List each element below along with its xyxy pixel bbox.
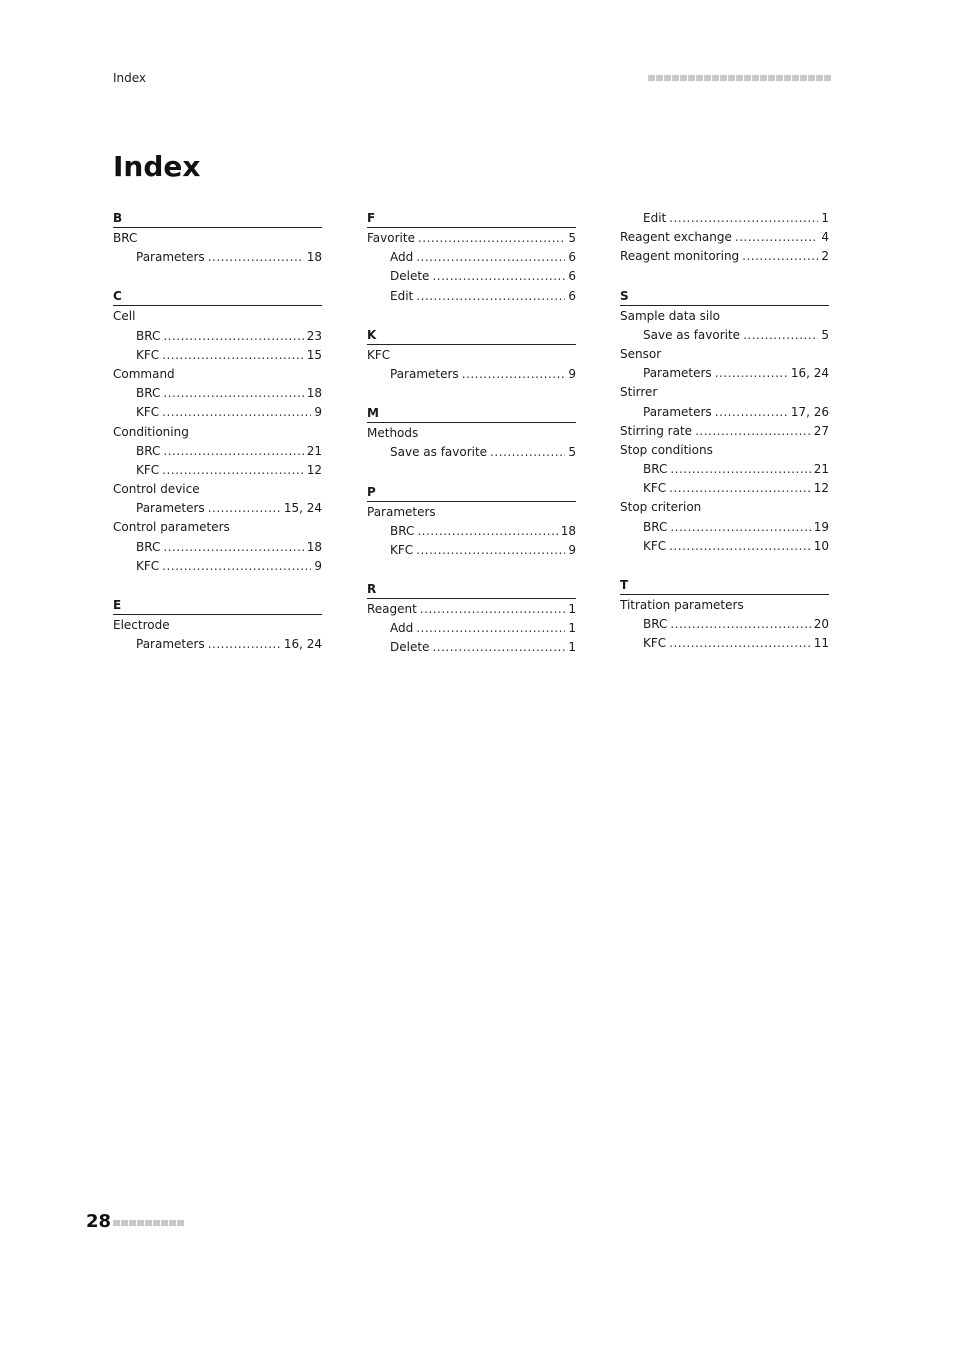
index-section [113,287,322,576]
entry-label: Electrode [113,618,170,632]
decorative-square [704,75,711,81]
entry-page-reference: 12 [306,462,322,477]
dot-leader [162,461,304,480]
index-subentry [113,403,322,422]
section-letter: P [367,483,576,502]
entry-page-reference: 27 [813,423,829,438]
decorative-square [752,75,759,81]
dot-leader [416,541,565,560]
decorative-square [153,1220,160,1226]
entry-label: Stop conditions [620,442,713,457]
index-entry [367,229,576,248]
decorative-square [688,75,695,81]
dot-leader [715,403,788,422]
entry-label: BRC [136,386,161,401]
dot-leader [208,499,281,518]
index-entry [113,480,322,499]
entry-page-reference: 17, 26 [790,404,829,419]
index-subentry [620,326,829,345]
index-subentry [620,518,829,537]
index-section [113,596,322,654]
index-subentry [620,634,829,653]
index-subentry [620,479,829,498]
dot-leader [208,635,281,654]
entry-page-reference: 12 [813,481,829,496]
dot-leader [162,557,311,576]
section-letter: C [113,287,322,306]
entry-label: Reagent monitoring [620,249,740,264]
index-subentry [113,442,322,461]
decorative-square [816,75,823,81]
index-subentry [620,460,829,479]
dot-leader [735,228,818,247]
dot-leader [432,638,565,657]
entry-page-reference: 16, 24 [283,637,322,652]
decorative-square [177,1220,184,1226]
entry-label: Parameters [643,404,712,419]
dot-leader [669,537,811,556]
entry-label: Save as favorite [390,445,488,460]
dot-leader [670,518,810,537]
index-subentry [367,248,576,267]
entry-label: Favorite [367,231,415,245]
index-entry [113,518,322,537]
entry-label: Parameters [136,637,205,652]
index-entry [620,228,829,247]
entry-page-reference: 1 [568,640,576,655]
dot-leader [715,364,788,383]
entry-page-reference: 9 [568,542,576,557]
decorative-square [672,75,679,81]
entry-label: Reagent [367,602,417,617]
entry-label: Parameters [643,366,712,381]
decorative-square [760,75,767,81]
index-section [620,287,829,556]
decorative-square [169,1220,176,1226]
dot-leader [695,422,811,441]
entry-page-reference: 4 [821,230,829,245]
entry-page-reference: 23 [306,328,322,343]
decorative-square [768,75,775,81]
dot-leader [743,326,818,345]
decorative-square [664,75,671,81]
section-letter: R [367,580,576,599]
dot-leader [669,479,811,498]
decorative-square [720,75,727,81]
dot-leader [163,327,303,346]
entry-label: KFC [643,538,667,553]
index-entry [620,345,829,364]
entry-label: Cell [113,309,136,324]
entry-page-reference: 6 [568,269,576,284]
entry-label: KFC [136,462,160,477]
entry-label: Delete [390,269,430,284]
dot-leader [163,442,303,461]
entry-label: KFC [136,347,160,362]
index-subentry [367,522,576,541]
decorative-square [129,1220,136,1226]
entry-page-reference: 9 [314,558,322,573]
dot-leader [742,247,818,266]
decorative-square [113,1220,120,1226]
entry-page-reference: 15, 24 [283,501,322,516]
section-letter: S [620,287,829,306]
entry-label: Parameters [136,501,205,516]
dot-leader [162,346,304,365]
entry-label: KFC [136,405,160,420]
index-section [367,209,576,306]
entry-label: BRC [390,523,415,538]
entry-page-reference: 1 [568,621,576,636]
decorative-square [696,75,703,81]
index-subentry [620,615,829,634]
index-subentry [367,619,576,638]
entry-page-reference: 1 [568,602,576,617]
entry-label: Methods [367,426,419,441]
index-subentry [113,327,322,346]
index-subentry [113,499,322,518]
entry-page-reference: 9 [314,405,322,420]
decorative-square [161,1220,168,1226]
entry-page-reference: 19 [813,519,829,534]
entry-page-reference: 1 [821,211,829,225]
entry-page-reference: 21 [813,462,829,477]
index-subentry [620,364,829,383]
entry-label: Stirring rate [620,423,693,438]
index-entry [113,365,322,384]
index-subentry [367,541,576,560]
entry-label: Parameters [390,366,459,381]
decorative-square [145,1220,152,1226]
footer-decorative-squares [113,1220,184,1226]
decorative-square [137,1220,144,1226]
index-entry [367,600,576,619]
entry-label: Edit [390,288,414,303]
dot-leader [417,522,557,541]
entry-label: KFC [367,347,391,362]
dot-leader [163,538,303,557]
index-subentry [367,365,576,384]
page-title: Index [113,150,201,183]
entry-label: Stirrer [620,385,658,400]
entry-label: Control device [113,482,200,497]
index-subentry [113,346,322,365]
entry-label: BRC [136,539,161,554]
dot-leader [416,287,565,306]
index-entry [620,422,829,441]
index-entry [367,424,576,443]
index-subentry [367,287,576,306]
index-entry [620,247,829,266]
dot-leader [418,229,565,248]
index-entry [367,346,576,365]
dot-leader [490,443,565,462]
index-subentry [113,248,322,267]
index-entry [113,229,322,248]
dot-leader [462,365,566,384]
entry-page-reference: 18 [306,386,322,401]
entry-page-reference: 15 [306,347,322,362]
dot-leader [163,384,303,403]
entry-label: BRC [643,519,668,534]
index-subentry [367,443,576,462]
index-section [367,326,576,384]
decorative-square [712,75,719,81]
entry-page-reference: 5 [821,327,829,342]
index-subentry [113,384,322,403]
index-column-1 [113,209,322,654]
index-subentry [367,638,576,657]
index-entry [620,596,829,615]
decorative-square [800,75,807,81]
index-entry [620,307,829,326]
index-entry [367,503,576,522]
entry-label: Parameters [136,250,205,265]
index-subentry [367,267,576,286]
index-subentry [113,635,322,654]
index-column-2 [367,209,576,658]
index-entry [620,498,829,517]
entry-page-reference: 10 [813,538,829,553]
index-section [367,580,576,658]
entry-label: Control parameters [113,520,230,535]
dot-leader [208,248,304,267]
index-section [113,209,322,267]
decorative-square [784,75,791,81]
entry-page-reference: 18 [306,539,322,554]
dot-leader [416,619,565,638]
decorative-square [808,75,815,81]
decorative-square [728,75,735,81]
entry-page-reference: 11 [813,636,829,651]
decorative-square [656,75,663,81]
section-letter: K [367,326,576,345]
dot-leader [162,403,311,422]
decorative-square [121,1220,128,1226]
index-entry [620,383,829,402]
section-letter: B [113,209,322,228]
entry-label: Sensor [620,346,662,361]
entry-page-reference: 20 [813,617,829,632]
section-letter: E [113,596,322,615]
decorative-square [736,75,743,81]
entry-label: Add [390,250,414,265]
entry-page-reference: 9 [568,366,576,381]
decorative-square [680,75,687,81]
index-entry [113,307,322,326]
index-subentry [113,538,322,557]
dot-leader [669,634,811,653]
index-section [367,404,576,462]
header-decorative-squares [648,75,831,81]
entry-label: Conditioning [113,424,189,439]
section-letter: T [620,576,829,595]
dot-leader [416,248,565,267]
decorative-square [824,75,831,81]
dot-leader [670,460,810,479]
entry-label: Stop criterion [620,500,702,515]
index-column-3 [620,209,829,654]
index-section [367,483,576,561]
entry-page-reference: 18 [306,250,322,265]
entry-label: KFC [643,481,667,496]
entry-label: Sample data silo [620,308,720,323]
index-subentry [620,209,829,228]
entry-page-reference: 6 [568,250,576,265]
dot-leader [670,615,810,634]
running-header-title: Index [113,71,147,85]
entry-label: Delete [390,640,430,655]
dot-leader [432,267,565,286]
entry-page-reference: 18 [560,523,576,538]
section-letter: F [367,209,576,228]
entry-label: Edit [643,211,667,225]
decorative-square [792,75,799,81]
decorative-square [776,75,783,81]
entry-label: Reagent exchange [620,230,732,245]
index-subentry [620,403,829,422]
entry-label: Parameters [367,504,436,519]
entry-label: BRC [643,617,668,632]
entry-label: KFC [136,558,160,573]
dot-leader [420,600,566,619]
entry-label: Save as favorite [643,327,741,342]
dot-leader [669,209,818,228]
decorative-square [744,75,751,81]
entry-label: BRC [136,328,161,343]
entry-page-reference: 21 [306,443,322,458]
entry-label: Command [113,366,175,381]
index-section [620,576,829,654]
entry-page-reference: 5 [568,445,576,460]
index-entry [113,423,322,442]
entry-page-reference: 16, 24 [790,366,829,381]
entry-label: Add [390,621,414,636]
entry-page-reference: 6 [568,288,576,303]
index-entry [620,441,829,460]
entry-label: BRC [643,462,668,477]
index-subentry [113,461,322,480]
entry-label: Titration parameters [620,598,744,612]
entry-page-reference: 2 [821,249,829,264]
entry-label: KFC [643,636,667,651]
page-number: 28 [86,1211,112,1232]
decorative-square [648,75,655,81]
entry-page-reference: 5 [568,231,576,245]
entry-label: BRC [113,231,138,245]
entry-label: KFC [390,542,414,557]
entry-label: BRC [136,443,161,458]
index-entry [113,616,322,635]
section-letter: M [367,404,576,423]
index-section [620,209,829,267]
index-subentry [113,557,322,576]
index-subentry [620,537,829,556]
